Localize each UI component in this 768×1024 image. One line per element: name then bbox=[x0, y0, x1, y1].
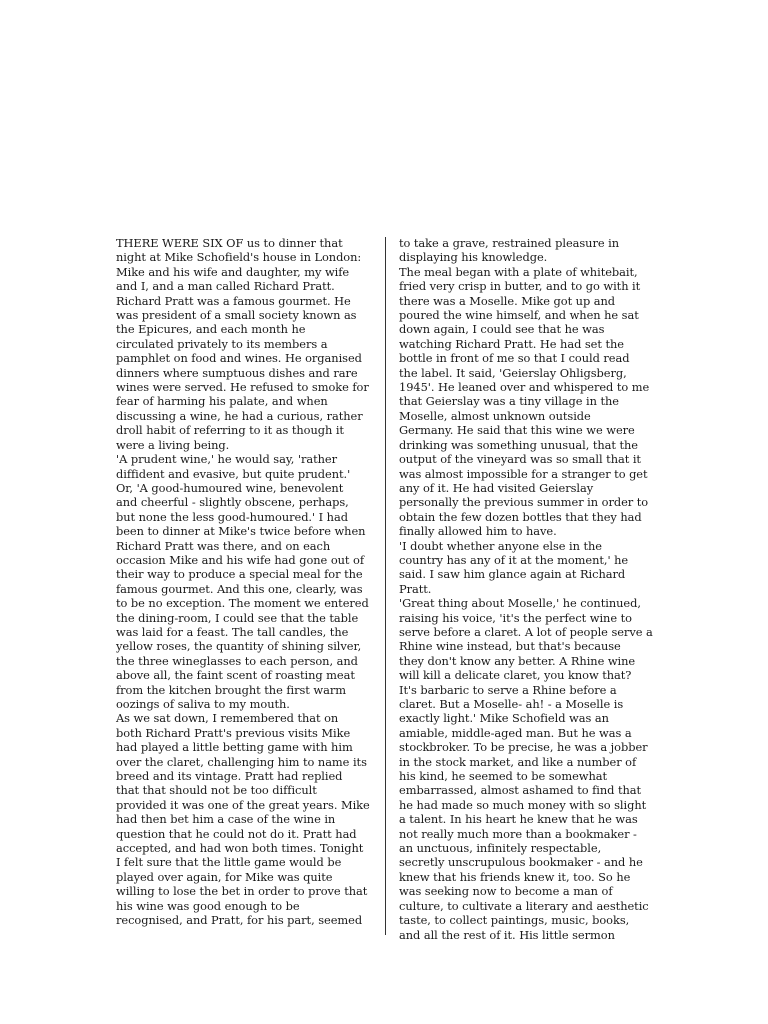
text-line: 1945'. He leaned over and whispered to me bbox=[399, 380, 650, 395]
text-line: and all the rest of it. His little sermon bbox=[399, 927, 615, 942]
text-line: country has any of it at the moment,' he bbox=[399, 552, 629, 567]
text-line: 'Great thing about Moselle,' he continued, bbox=[399, 596, 641, 611]
text-line: diffident and evasive, but quite prudent.' bbox=[116, 466, 351, 481]
text-line: I felt sure that the little game would be bbox=[116, 855, 342, 870]
text-line: to be no exception. The moment we entered bbox=[116, 596, 369, 611]
text-line: but none the less good-humoured.' I had bbox=[116, 509, 348, 524]
text-line: night at Mike Schofield's house in London: bbox=[116, 250, 362, 265]
text-line: was seeking now to become a man of bbox=[399, 884, 613, 899]
text-line: there was a Moselle. Mike got up and bbox=[399, 293, 616, 308]
text-line: Richard Pratt was a famous gourmet. He bbox=[116, 293, 351, 308]
text-line: fried very crisp in butter, and to go with it bbox=[399, 279, 641, 294]
text-line: a talent. In his heart he knew that he was bbox=[399, 812, 638, 827]
column-divider bbox=[385, 237, 386, 935]
text-line: had then bet him a case of the wine in bbox=[116, 812, 336, 827]
text-line: his kind, he seemed to be somewhat bbox=[399, 769, 608, 784]
text-line: accepted, and had won both times. Tonight bbox=[116, 841, 364, 856]
text-line: oozings of saliva to my mouth. bbox=[116, 697, 290, 711]
text-line: finally allowed him to have. bbox=[399, 524, 557, 539]
text-line: recognised, and Pratt, for his part, seemed bbox=[116, 913, 363, 928]
text-line: willing to lose the bet in order to prove that bbox=[116, 884, 368, 899]
text-line: that Geierslay was a tiny village in the bbox=[399, 394, 620, 409]
text-line: serve before a claret. A lot of people serve a bbox=[399, 624, 653, 639]
text-line: the label. It said, 'Geierslay Ohligsberg, bbox=[399, 365, 627, 380]
text-line: occasion Mike and his wife had gone out of bbox=[116, 552, 364, 567]
text-line: As we sat down, I remembered that on bbox=[116, 711, 339, 726]
text-line: not really much more than a bookmaker - bbox=[399, 826, 637, 841]
text-line: breed and its vintage. Pratt had replied bbox=[116, 769, 343, 784]
text-line: question that he could not do it. Pratt had bbox=[116, 826, 357, 841]
text-line: Moselle, almost unknown outside bbox=[399, 408, 591, 423]
text-line: provided it was one of the great years. Mike bbox=[116, 797, 370, 812]
text-line: famous gourmet. And this one, clearly, was bbox=[116, 581, 363, 596]
text-line: was laid for a feast. The tall candles, the bbox=[116, 624, 349, 639]
text-line: Richard Pratt was there, and on each bbox=[116, 538, 331, 553]
text-line: watching Richard Pratt. He had set the bbox=[399, 336, 624, 351]
text-line: embarrassed, almost ashamed to find that bbox=[399, 783, 642, 798]
text-line: claret. But a Moselle- ah! - a Moselle is bbox=[399, 697, 624, 711]
text-line: circulated privately to its members a bbox=[116, 336, 328, 351]
text-line: personally the previous summer in order to bbox=[399, 495, 649, 510]
text-line: from the kitchen brought the first warm bbox=[116, 682, 346, 697]
text-line: fear of harming his palate, and when bbox=[116, 394, 328, 409]
text-line: any of it. He had visited Geierslay bbox=[399, 480, 594, 495]
text-line: to take a grave, restrained pleasure in bbox=[399, 236, 620, 250]
right-text-column bbox=[399, 236, 661, 942]
text-line: that that should not be too difficult bbox=[116, 783, 317, 798]
text-line: droll habit of referring to it as though it bbox=[116, 423, 344, 438]
text-line: stockbroker. To be precise, he was a jobber bbox=[399, 740, 648, 755]
text-line: THERE WERE SIX OF us to dinner that bbox=[116, 236, 343, 250]
text-line: Mike and his wife and daughter, my wife bbox=[116, 264, 350, 279]
text-line: the dining-room, I could see that the table bbox=[116, 610, 359, 625]
text-line: an unctuous, infinitely respectable, bbox=[399, 841, 602, 856]
text-line: output of the vineyard was so small that it bbox=[399, 452, 641, 467]
text-line: exactly light.' Mike Schofield was an bbox=[399, 711, 609, 726]
text-line: was almost impossible for a stranger to get bbox=[399, 466, 648, 481]
text-line: pamphlet on food and wines. He organised bbox=[116, 351, 362, 366]
text-line: taste, to collect paintings, music, books, bbox=[399, 913, 630, 928]
text-line: 'I doubt whether anyone else in the bbox=[399, 538, 602, 553]
text-line: the Epicures, and each month he bbox=[116, 322, 306, 337]
text-line: above all, the faint scent of roasting meat bbox=[116, 668, 355, 683]
text-line: yellow roses, the quantity of shining silver, bbox=[116, 639, 362, 654]
text-line: his wine was good enough to be bbox=[116, 898, 300, 913]
text-line: It's barbaric to serve a Rhine before a bbox=[399, 682, 617, 697]
text-line: will kill a delicate claret, you know that? bbox=[399, 668, 632, 683]
text-line: discussing a wine, he had a curious, rather bbox=[116, 408, 363, 423]
text-line: in the stock market, and like a number of bbox=[399, 754, 637, 769]
left-text-column bbox=[116, 236, 376, 928]
text-line: said. I saw him glance again at Richard bbox=[399, 567, 626, 582]
text-line: dinners where sumptuous dishes and rare bbox=[116, 365, 358, 380]
text-line: Or, 'A good-humoured wine, benevolent bbox=[116, 480, 344, 495]
text-line: Rhine wine instead, but that's because bbox=[399, 639, 621, 654]
text-line: both Richard Pratt's previous visits Mike bbox=[116, 725, 351, 740]
text-line: they don't know any better. A Rhine wine bbox=[399, 653, 636, 668]
text-line: 'A prudent wine,' he would say, 'rather bbox=[116, 452, 337, 467]
text-line: secretly unscrupulous bookmaker - and he bbox=[399, 855, 643, 870]
text-line: drinking was something unusual, that the bbox=[399, 437, 638, 452]
text-line: their way to produce a special meal for the bbox=[116, 567, 363, 582]
text-line: over the claret, challenging him to name its bbox=[116, 754, 367, 769]
text-line: displaying his knowledge. bbox=[399, 250, 548, 265]
text-line: were a living being. bbox=[116, 437, 230, 452]
text-line: he had made so much money with so slight bbox=[399, 797, 647, 812]
text-line: raising his voice, 'it's the perfect wine to bbox=[399, 610, 632, 625]
text-line: bottle in front of me so that I could read bbox=[399, 351, 630, 366]
text-line: and I, and a man called Richard Pratt. bbox=[116, 279, 335, 294]
text-line: poured the wine himself, and when he sat bbox=[399, 308, 639, 323]
text-line: The meal began with a plate of whitebait, bbox=[399, 264, 638, 279]
text-line: Pratt. bbox=[399, 581, 432, 596]
text-line: knew that his friends knew it, too. So he bbox=[399, 869, 631, 884]
text-line: was president of a small society known as bbox=[116, 308, 357, 323]
text-line: Germany. He said that this wine we were bbox=[399, 423, 635, 438]
text-line: and cheerful - slightly obscene, perhaps, bbox=[116, 495, 349, 510]
text-line: been to dinner at Mike's twice before when bbox=[116, 524, 366, 539]
text-line: the three wineglasses to each person, and bbox=[116, 653, 358, 668]
text-line: had played a little betting game with him bbox=[116, 740, 353, 755]
text-line: down again, I could see that he was bbox=[399, 322, 605, 337]
text-line: culture, to cultivate a literary and aesthetic bbox=[399, 898, 649, 913]
text-line: played over again, for Mike was quite bbox=[116, 869, 333, 884]
text-line: wines were served. He refused to smoke for bbox=[116, 380, 369, 395]
text-line: obtain the few dozen bottles that they had bbox=[399, 509, 642, 524]
text-line: amiable, middle-aged man. But he was a bbox=[399, 725, 632, 740]
